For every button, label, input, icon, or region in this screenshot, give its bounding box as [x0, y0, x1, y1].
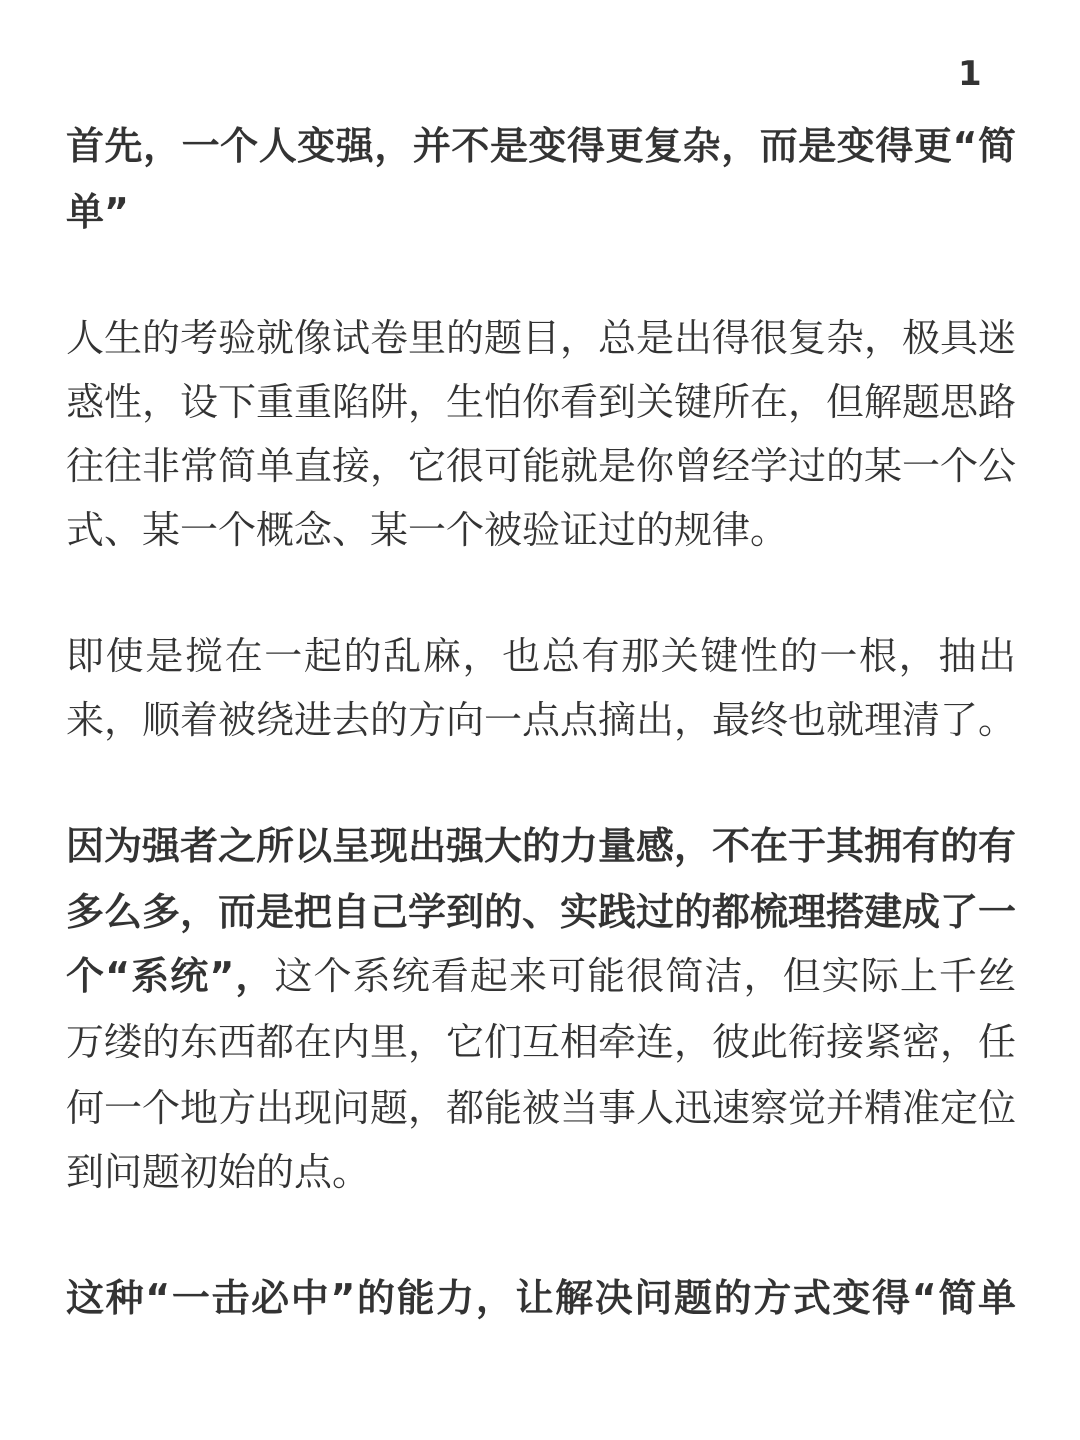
paragraph-line: 惑性，设下重重陷阱，生怕你看到关键所在，但解题思路	[66, 380, 1016, 424]
heading-line: 这种“一击必中”的能力，让解决问题的方式变得“简单	[66, 1276, 1016, 1320]
paragraph-line-bold: 多么多，而是把自己学到的、实践过的都梳理搭建成了一	[66, 890, 1016, 934]
paragraph-line: 到问题初始的点。	[66, 1150, 371, 1194]
line-rest: 这个系统看起来可能很简洁，但实际上千丝	[274, 954, 1016, 998]
heading-line: 首先，一个人变强，并不是变得更复杂，而是变得更“简	[66, 124, 1016, 168]
paragraph-line: 往往非常简单直接，它很可能就是你曾经学过的某一个公	[66, 444, 1016, 488]
heading-line: 单”	[66, 190, 129, 234]
paragraph-line: 式、某一个概念、某一个被验证过的规律。	[66, 508, 789, 552]
paragraph-line: 万缕的东西都在内里，它们互相牵连，彼此衔接紧密，任	[66, 1020, 1016, 1064]
paragraph-line-bold: 因为强者之所以呈现出强大的力量感，不在于其拥有的有	[66, 824, 1016, 868]
paragraph-line: 何一个地方出现问题，都能被当事人迅速察觉并精准定位	[66, 1086, 1016, 1130]
emphasis-system: 个“系统”，	[66, 954, 275, 998]
paragraph-line: 即使是搅在一起的乱麻，也总有那关键性的一根，抽出	[66, 634, 1016, 678]
paragraph-line: 人生的考验就像试卷里的题目，总是出得很复杂，极具迷	[66, 316, 1016, 360]
page-number: 1	[958, 54, 982, 94]
paragraph-line: 来，顺着被绕进去的方向一点点摘出，最终也就理清了。	[66, 698, 1016, 742]
paragraph-line-mixed	[66, 944, 1016, 1008]
